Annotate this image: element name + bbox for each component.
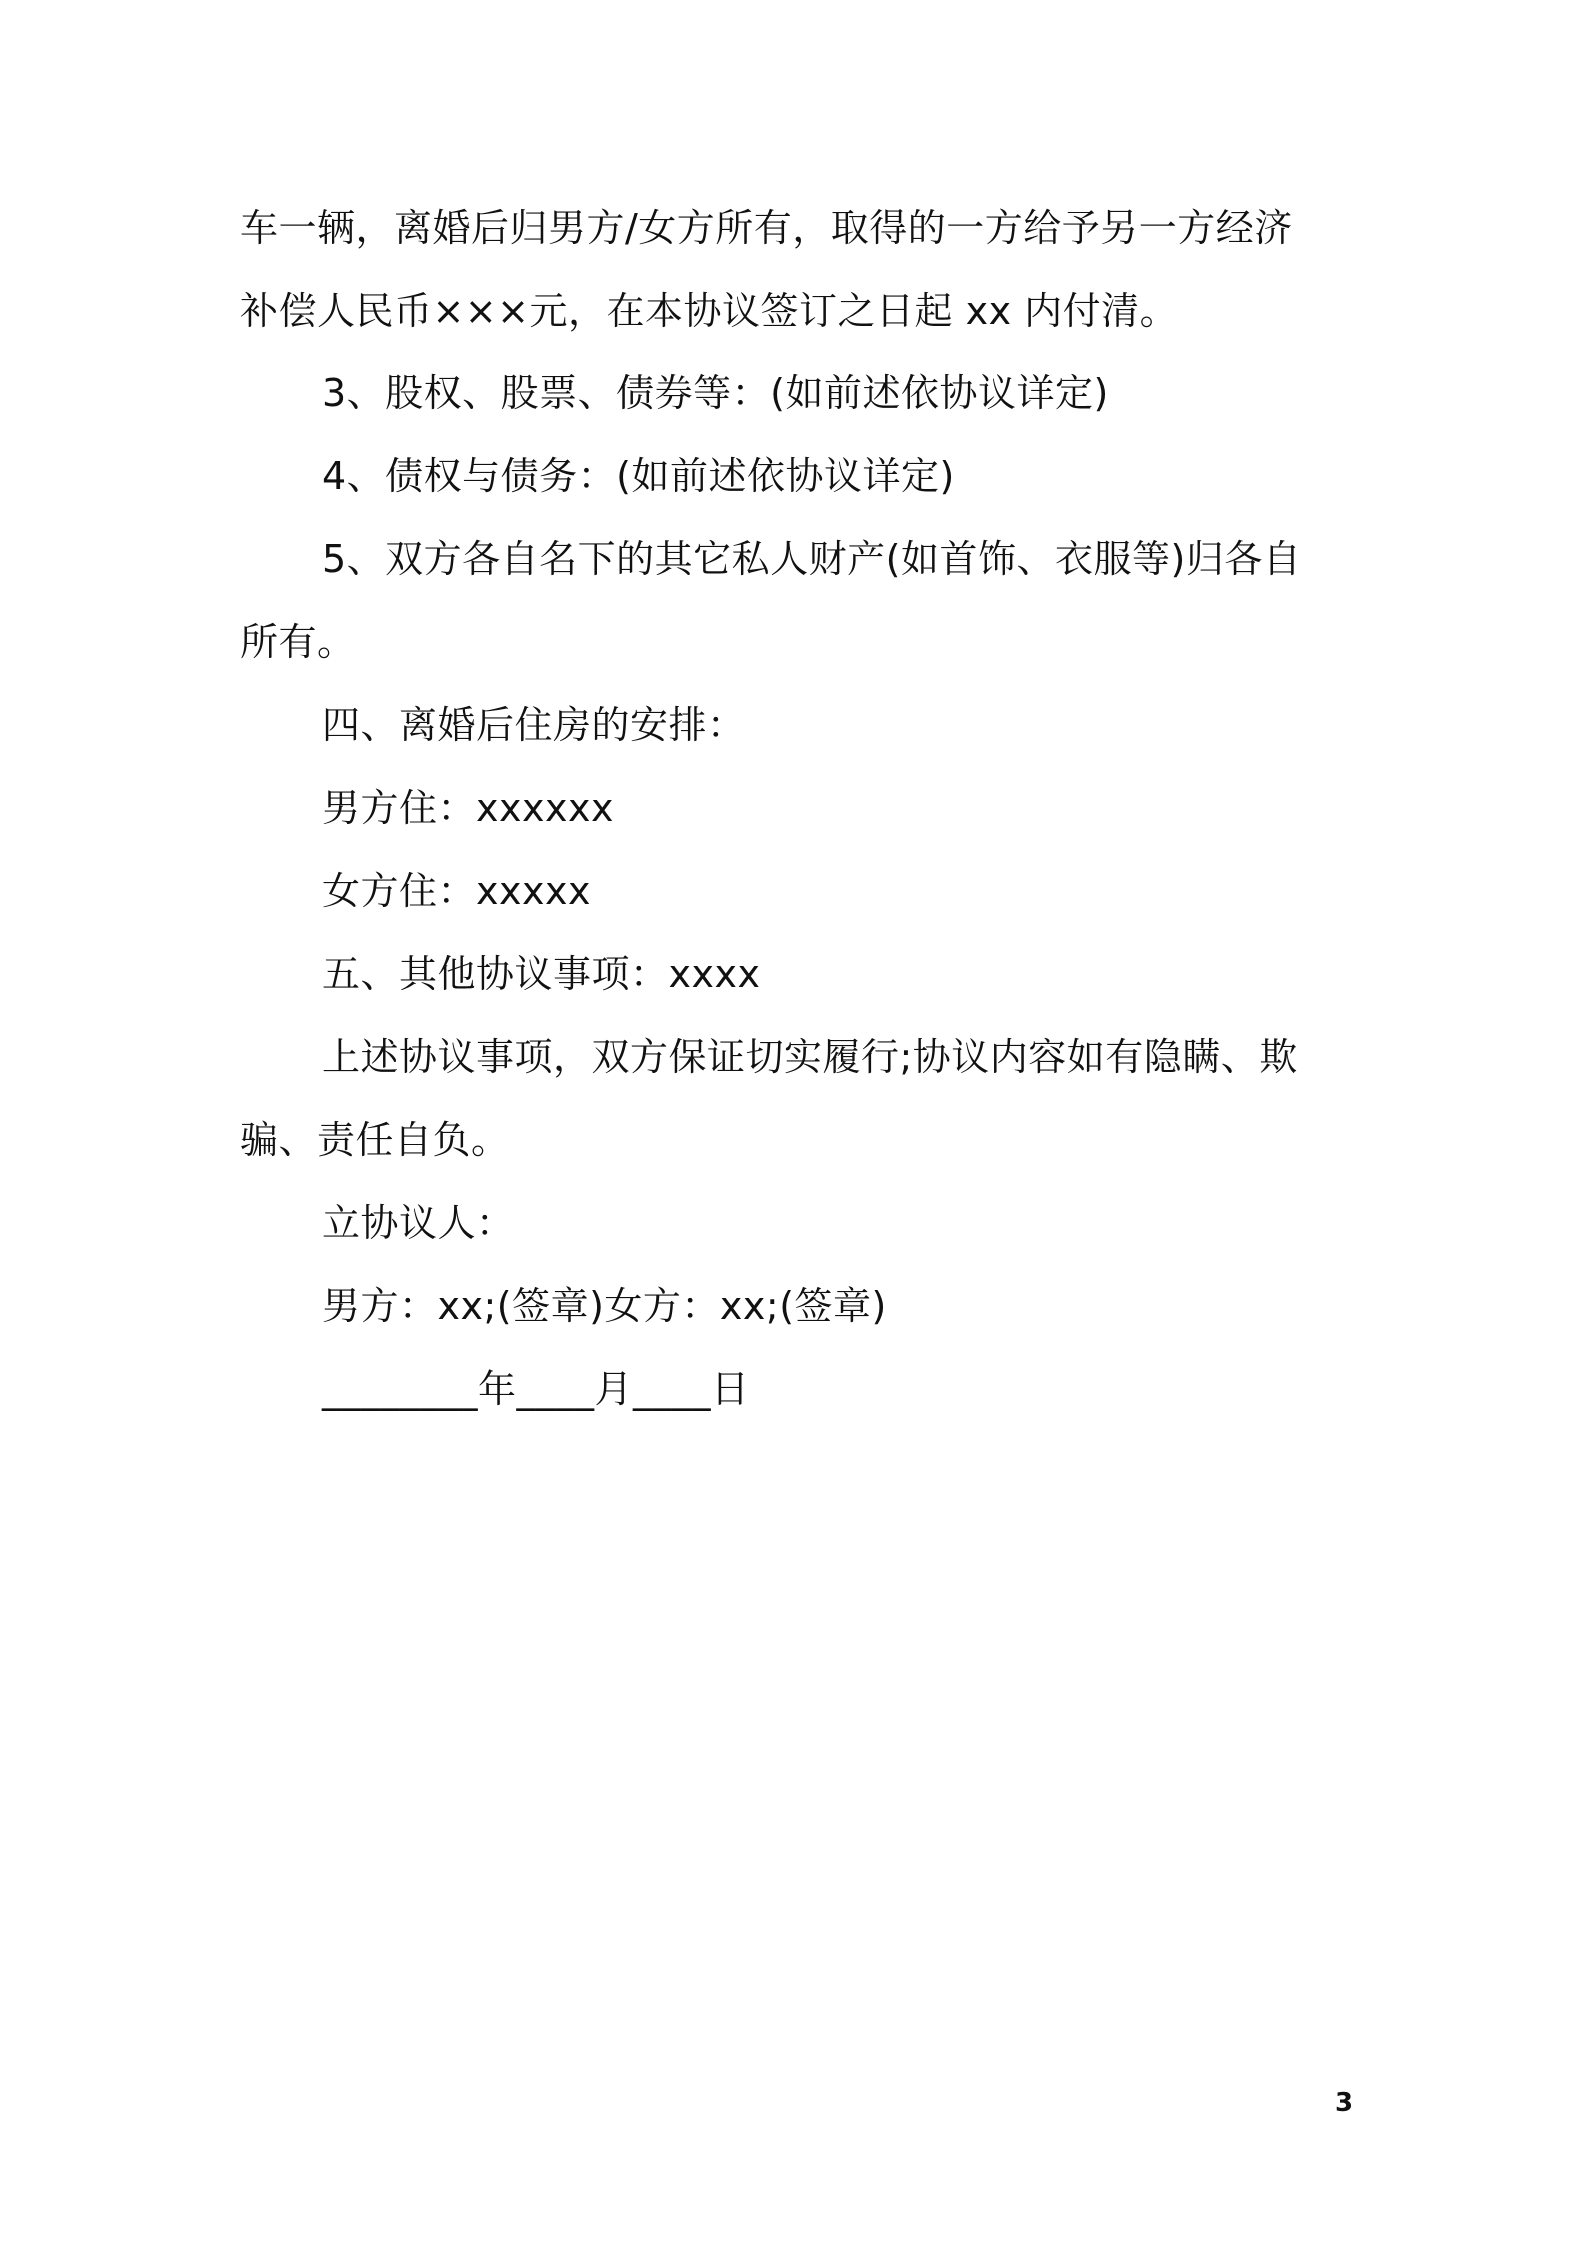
text-line-item-5: 5、双方各自名下的其它私人财产(如首饰、衣服等)归各自 [322,537,1302,581]
text-line-guarantee: 上述协议事项，双方保证切实履行;协议内容如有隐瞒、欺 [322,1035,1298,1079]
text-line-vehicle-clause: 车一辆，离婚后归男方/女方所有，取得的一方给予另一方经济 [240,206,1293,250]
text-line-male-residence: 男方住：xxxxxx [322,786,614,830]
text-line-female-residence: 女方住：xxxxx [322,869,591,913]
text-line-guarantee-cont: 骗、责任自负。 [240,1118,510,1162]
text-line-item-5-cont: 所有。 [240,620,356,664]
text-line-signatures: 男方：xx;(签章)女方：xx;(签章) [322,1284,887,1328]
text-line-item-3: 3、股权、股票、债券等：(如前述依协议详定) [322,371,1109,415]
text-line-compensation: 补偿人民币×××元，在本协议签订之日起 xx 内付清。 [240,289,1179,333]
text-line-item-4: 4、债权与债务：(如前述依协议详定) [322,454,955,498]
section-heading-housing: 四、离婚后住房的安排： [322,703,746,747]
text-line-signatories: 立协议人： [322,1201,515,1245]
page-number: 3 [1335,2088,1354,2118]
text-line-date: ________年____月____日 [322,1367,750,1411]
section-heading-other: 五、其他协议事项：xxxx [322,952,761,996]
